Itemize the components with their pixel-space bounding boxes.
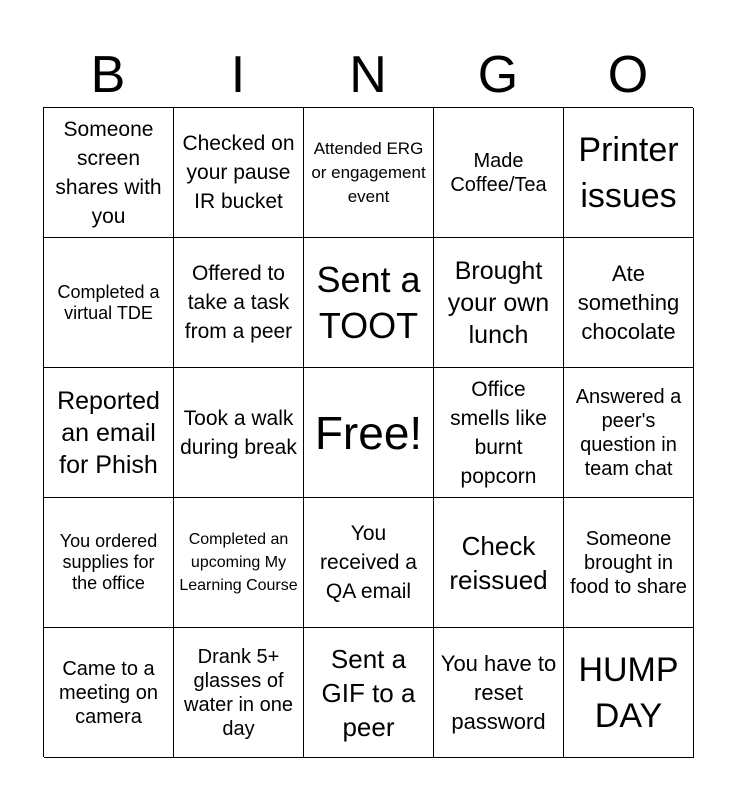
bingo-cell-r1-c1[interactable] xyxy=(44,108,174,238)
cell-text: Took a walk during break xyxy=(180,406,297,459)
bingo-cell-r5-c2[interactable] xyxy=(174,628,304,758)
cell-text: Completed an upcoming My Learning Course xyxy=(179,531,298,594)
bingo-cell-r2-c5[interactable] xyxy=(564,238,694,368)
cell-text: You ordered supplies for the office xyxy=(59,531,158,593)
bingo-cell-r3-c3-free[interactable] xyxy=(304,368,434,498)
header-letter-b: B xyxy=(90,46,126,104)
cell-text: Attended ERG or engagement event xyxy=(311,138,426,206)
cell-text: You have to reset password xyxy=(440,651,557,734)
bingo-cell-r3-c4[interactable] xyxy=(434,368,564,498)
bingo-cell-r2-c3[interactable] xyxy=(304,238,434,368)
cell-text: HUMP DAY xyxy=(578,650,679,735)
header-letter-n: N xyxy=(349,46,387,104)
cell-text: Reported an email for Phish xyxy=(57,386,160,479)
bingo-cell-r1-c4[interactable] xyxy=(434,108,564,238)
cell-text: Free! xyxy=(314,406,423,459)
bingo-cell-r4-c2[interactable] xyxy=(174,498,304,628)
bingo-cell-r2-c1[interactable] xyxy=(44,238,174,368)
cell-text: Came to a meeting on camera xyxy=(59,657,158,728)
cell-text: Sent a GIF to a peer xyxy=(321,643,416,742)
header-letter-g: G xyxy=(477,46,519,104)
bingo-cell-r3-c1[interactable] xyxy=(44,368,174,498)
header-letter-o: O xyxy=(607,46,649,104)
bingo-header xyxy=(43,44,693,106)
cell-text: Brought your own lunch xyxy=(447,256,550,349)
cell-text: Sent a TOOT xyxy=(316,258,421,346)
cell-text: Someone brought in food to share xyxy=(570,527,687,598)
cell-text: Check reissued xyxy=(449,530,548,595)
bingo-cell-r5-c1[interactable] xyxy=(44,628,174,758)
cell-text: Drank 5+ glasses of water in one day xyxy=(184,645,293,740)
cell-text: Ate something chocolate xyxy=(577,261,680,344)
header-letter-i: I xyxy=(230,46,246,104)
bingo-cell-r5-c5[interactable] xyxy=(564,628,694,758)
bingo-cell-r1-c2[interactable] xyxy=(174,108,304,238)
cell-text: Completed a virtual TDE xyxy=(57,281,160,323)
cell-text: Printer issues xyxy=(578,130,679,215)
cell-text: Made Coffee/Tea xyxy=(450,149,547,196)
cell-text: Checked on your pause IR bucket xyxy=(182,132,295,213)
bingo-cell-r4-c1[interactable] xyxy=(44,498,174,628)
cell-text: Office smells like burnt popcorn xyxy=(450,377,547,488)
bingo-cell-r4-c3[interactable] xyxy=(304,498,434,628)
bingo-cell-r1-c3[interactable] xyxy=(304,108,434,238)
bingo-cell-r4-c5[interactable] xyxy=(564,498,694,628)
bingo-cell-r5-c3[interactable] xyxy=(304,628,434,758)
bingo-cell-r3-c5[interactable] xyxy=(564,368,694,498)
cell-text: You received a QA email xyxy=(320,522,417,603)
bingo-cell-r5-c4[interactable] xyxy=(434,628,564,758)
bingo-cell-r4-c4[interactable] xyxy=(434,498,564,628)
bingo-cell-r1-c5[interactable] xyxy=(564,108,694,238)
bingo-cell-r2-c4[interactable] xyxy=(434,238,564,368)
bingo-board xyxy=(43,107,693,757)
cell-text: Answered a peer's question in team chat xyxy=(575,385,682,480)
cell-text: Someone screen shares with you xyxy=(55,117,162,228)
bingo-cell-r2-c2[interactable] xyxy=(174,238,304,368)
cell-text: Offered to take a task from a peer xyxy=(184,262,293,343)
bingo-cell-r3-c2[interactable] xyxy=(174,368,304,498)
